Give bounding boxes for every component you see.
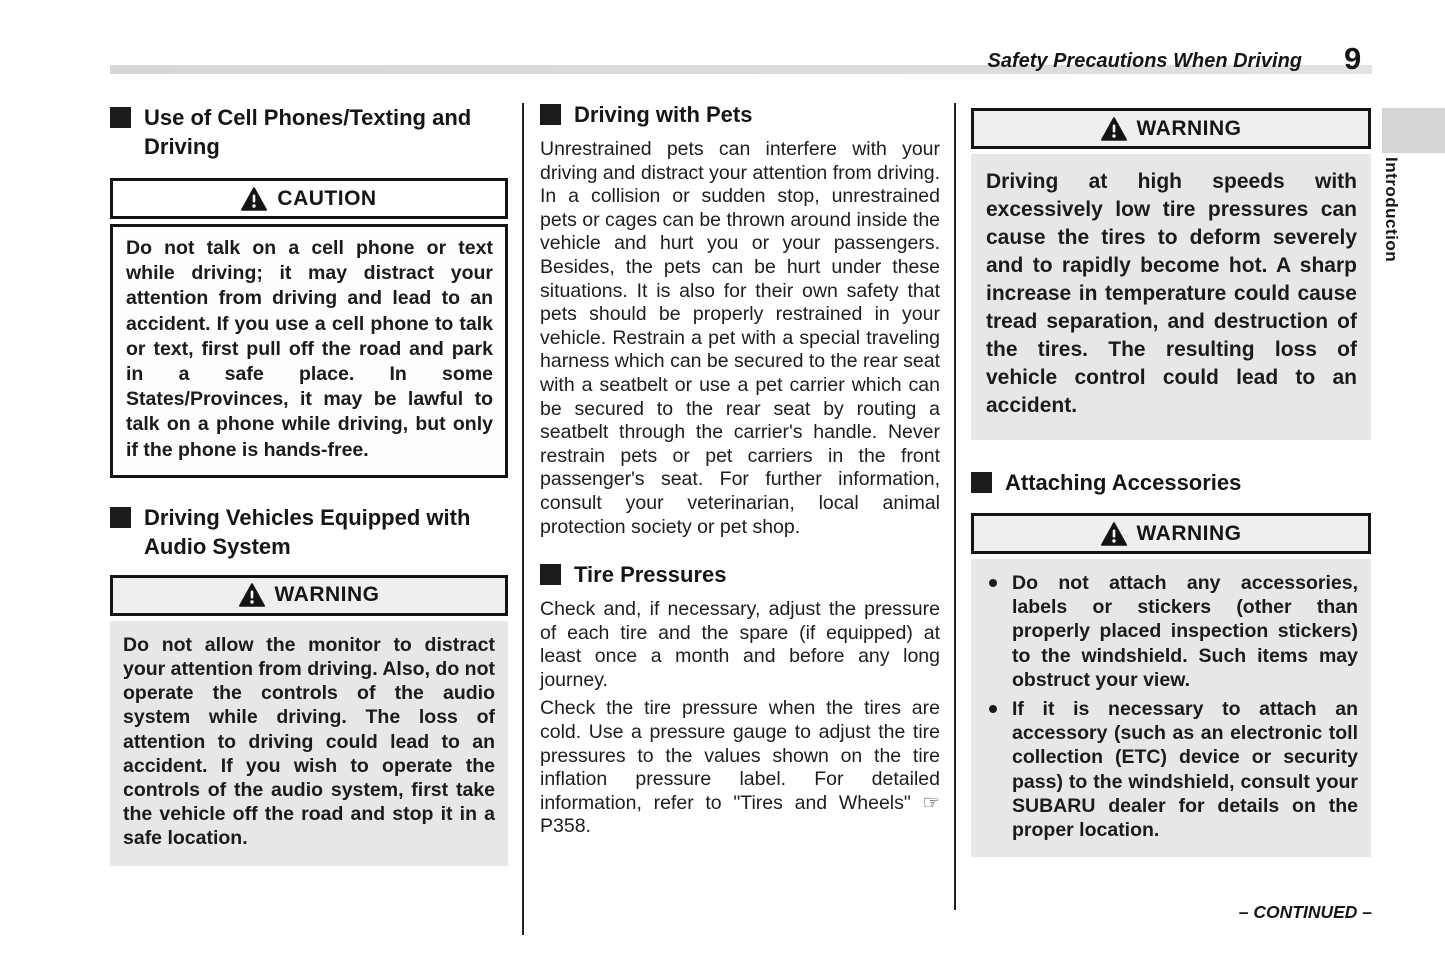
caution-box-body: Do not talk on a cell phone or text while driving; it may distract your attention from driving and lead to an accident. If you use a cell phone to talk or text, first pull off the road and park in a safe place. In some States/Provinces, it may be lawful to talk on a phone while driving, but only if the phone is hands-free. — [110, 224, 508, 478]
section-heading-driving-with-pets — [540, 100, 940, 129]
column-1 — [110, 103, 508, 866]
warning-box-header — [110, 575, 508, 616]
section-marker-square — [971, 472, 992, 493]
warning-bullet-item — [984, 697, 1358, 842]
body-paragraph: Check and, if necessary, adjust the pressure of each tire and the spare (if equipped) at least once a month and before any long journey. — [540, 598, 940, 691]
section-heading-text: Driving Vehicles Equipped with Audio System — [144, 504, 471, 559]
section-heading-audio-system — [110, 503, 508, 561]
caution-box-header — [110, 178, 508, 219]
section-heading-tire-pressures — [540, 560, 940, 589]
column-2 — [540, 100, 940, 839]
caution-label: CAUTION — [277, 186, 377, 210]
warning-box-header — [971, 513, 1371, 554]
section-heading-text: Driving with Pets — [574, 102, 753, 127]
warning-box-body: Do not allow the monitor to distract your attention from driving. Also, do not operate the controls of the audio system while driving. The loss of attention to driving could lead to an accident. If you wish to operate the controls of the audio system, first take the vehicle off the road and stop it in a safe location. — [110, 621, 508, 866]
bullet-text: Do not attach any accessories, labels or stickers (other than properly placed inspection stickers) to the windshield. Such items may obstruct your view. — [1012, 572, 1358, 691]
body-paragraph: Check the tire pressure when the tires are cold. Use a pressure gauge to adjust the tire pressures to the values shown on the tire inflation pressure label. For detailed information, refer to "Tires and Wheels" ☞P358. — [540, 697, 940, 838]
column-3 — [971, 100, 1371, 857]
warning-bullet-item — [984, 571, 1358, 692]
section-marker-square — [540, 564, 561, 585]
continued-marker: – CONTINUED – — [1238, 902, 1372, 922]
warning-label: WARNING — [274, 583, 380, 607]
section-heading-attaching-accessories — [971, 468, 1371, 497]
bullet-dot-icon — [989, 705, 997, 713]
warning-triangle-icon — [1101, 117, 1127, 141]
section-heading-text: Tire Pressures — [574, 562, 727, 588]
warning-label: WARNING — [1136, 116, 1242, 140]
page-number: 9 — [1344, 41, 1362, 76]
section-marker-square — [110, 507, 131, 528]
chapter-tab — [1382, 108, 1445, 153]
section-heading-cell-phones — [110, 103, 508, 161]
body-paragraph: Unrestrained pets can interfere with your driving and distract your attention from driving. In a collision or sudden stop, unrestrained pets or cages can be thrown around inside the vehicle and hurt you or your passengers. Besides, the pets can be hurt under these situations. It is also for their own safety that pets should be properly restrained in your vehicle. Restrain a pet with a special traveling harness which can be secured to the rear seat with a seatbelt or use a pet carrier which can be secured to the rear seat by routing a seatbelt through the carrier's handle. Never restrain pets or pet carriers in the front passenger's seat. For further information, consult your veterinarian, local animal protection society or pet shop. — [540, 138, 941, 538]
column-divider — [522, 103, 524, 935]
warning-label: WARNING — [1136, 521, 1242, 545]
section-marker-square — [540, 104, 561, 125]
warning-triangle-icon — [241, 187, 267, 211]
warning-box-body-bulleted — [971, 559, 1371, 857]
warning-triangle-icon — [1101, 522, 1127, 546]
section-marker-square — [110, 107, 131, 128]
bullet-dot-icon — [989, 579, 997, 587]
running-header-title: Safety Precautions When Driving — [987, 50, 1302, 72]
section-heading-text: Use of Cell Phones/Texting and Driving — [144, 105, 472, 159]
warning-box-header — [971, 108, 1371, 149]
warning-triangle-icon — [239, 583, 265, 607]
column-divider — [954, 103, 956, 910]
chapter-tab-label: Introduction — [1382, 157, 1401, 263]
bullet-text: If it is necessary to attach an accessory (such as an electronic toll collection (ETC) device or security pass) to the windshield, consult your SUBARU dealer for details on the proper location. — [1012, 698, 1358, 842]
warning-box-body: Driving at high speeds with excessively low tire pressures can cause the tires to deform severely and to rapidly become hot. A sharp increase in temperature could cause tread separation, and destruction of the tires. The resulting loss of vehicle control could lead to an accident. — [971, 154, 1371, 440]
section-heading-text: Attaching Accessories — [1005, 470, 1242, 495]
